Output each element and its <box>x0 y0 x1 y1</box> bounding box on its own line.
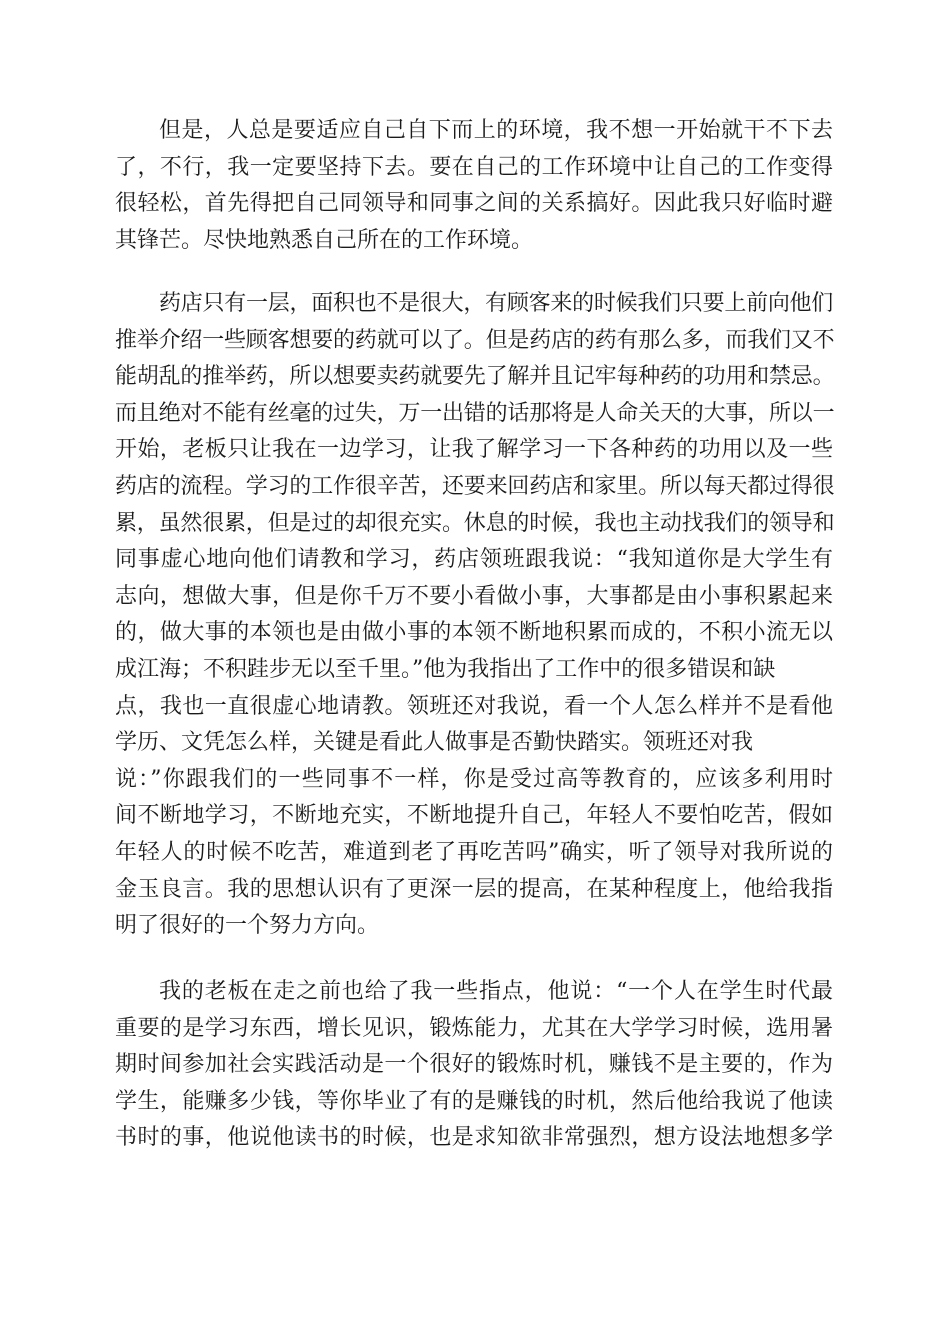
paragraph-2-line-13: 学历、文凭怎么样，关键是看此人做事是否勤快踏实。领班还对我 <box>115 730 754 756</box>
paragraph-2-line-1: 药店只有一层，面积也不是很大，有顾客来的时候我们只要上前向他们 <box>159 291 833 316</box>
paragraph-2-line-12: 点，我也一直很虚心地请教。领班还对我说，看一个人怎么样并不是看他 <box>115 693 833 719</box>
paragraph-1-line-1: 但是，人总是要适应自己自下而上的环境，我不想一开始就干不下去 <box>159 118 833 143</box>
paragraph-2-line-10: 的，做大事的本领也是由做小事的本领不断地积累而成的，不积小流无以 <box>115 620 833 646</box>
paragraph-1-line-4: 其锋芒。尽快地熟悉自己所在的工作环境。 <box>115 227 534 253</box>
paragraph-3-line-3: 期时间参加社会实践活动是一个很好的锻炼时机，赚钱不是主要的，作为 <box>115 1052 833 1078</box>
paragraph-2-line-11: 成江海；不积跬步无以至千里。”他为我指出了工作中的很多错误和缺 <box>115 656 776 682</box>
paragraph-1-line-3: 很轻松，首先得把自己同领导和同事之间的关系搞好。因此我只好临时避 <box>115 191 833 217</box>
paragraph-2-line-5: 开始，老板只让我在一边学习，让我了解学习一下各种药的功用以及一些 <box>115 437 833 463</box>
paragraph-3-line-4: 学生，能赚多少钱，等你毕业了有的是赚钱的时机，然后他给我说了他读 <box>115 1088 833 1114</box>
paragraph-3 <box>115 974 833 1157</box>
paragraph-2-line-7: 累，虽然很累，但是过的却很充实。休息的时候，我也主动找我们的领导和 <box>115 510 835 536</box>
paragraph-2-line-14: 说：”你跟我们的一些同事不一样，你是受过高等教育的，应该多利用时 <box>115 766 833 792</box>
paragraph-2 <box>115 286 833 945</box>
paragraph-2-line-8: 同事虚心地向他们请教和学习，药店领班跟我说：“我知道你是大学生有 <box>115 547 833 573</box>
paragraph-2-line-18: 明了很好的一个努力方向。 <box>115 913 380 939</box>
paragraph-2-line-3: 能胡乱的推举药，所以想要卖药就要先了解并且记牢每种药的功用和禁忌。 <box>115 364 835 390</box>
paragraph-1-line-2: 了，不行，我一定要坚持下去。要在自己的工作环境中让自己的工作变得 <box>115 154 833 180</box>
paragraph-3-line-5: 书时的事，他说他读书的时候，也是求知欲非常强烈，想方设法地想多学 <box>115 1125 833 1151</box>
paragraph-3-line-2: 重要的是学习东西，增长见识，锻炼能力，尤其在大学学习时候，选用暑 <box>115 1015 833 1041</box>
paragraph-2-line-17: 金玉良言。我的思想认识有了更深一层的提高，在某种程度上，他给我指 <box>115 876 833 902</box>
paragraph-2-line-16: 年轻人的时候不吃苦，难道到老了再吃苦吗”确实，听了领导对我所说的 <box>115 839 833 865</box>
paragraph-2-line-4: 而且绝对不能有丝毫的过失，万一出错的话那将是人命关天的大事，所以一 <box>115 400 835 426</box>
paragraph-2-line-6: 药店的流程。学习的工作很辛苦，还要来回药店和家里。所以每天都过得很 <box>115 473 835 499</box>
paragraph-1 <box>115 113 833 259</box>
paragraph-2-line-15: 间不断地学习，不断地充实，不断地提升自己，年轻人不要怕吃苦，假如 <box>115 803 833 829</box>
paragraph-3-line-1: 我的老板在走之前也给了我一些指点，他说：“一个人在学生时代最 <box>159 979 833 1004</box>
paragraph-2-line-2: 推举介绍一些顾客想要的药就可以了。但是药店的药有那么多，而我们又不 <box>115 327 835 353</box>
paragraph-2-line-9: 志向，想做大事，但是你千万不要小看做小事，大事都是由小事积累起来 <box>115 583 833 609</box>
